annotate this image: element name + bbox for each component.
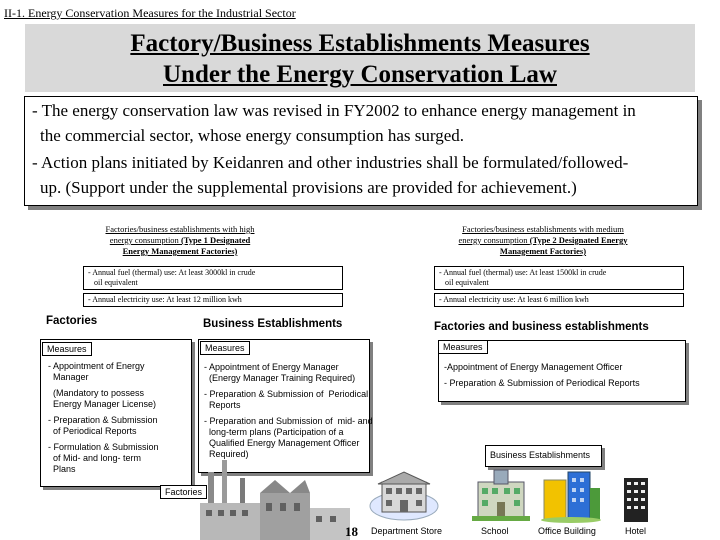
intro-line: - The energy conservation law was revised in FY2002 to enhance energy management in xyxy=(32,101,636,120)
factories-heading: Factories xyxy=(46,315,98,327)
hotel-caption: Hotel xyxy=(625,526,647,536)
section-label: II-1. Energy Conservation Measures for the Industrial Sector xyxy=(4,6,296,20)
measure-item: (Energy Manager Training Required) xyxy=(204,373,356,383)
factories-image-label: Factories xyxy=(160,485,207,499)
page-title-line1: Factory/Business Establishments Measures xyxy=(130,30,590,57)
measure-item: - Appointment of Energy Manager xyxy=(204,362,339,372)
intro-line: - Action plans initiated by Keidanren and other industries shall be formulated/followed- xyxy=(32,153,629,172)
business-heading: Business Establishments xyxy=(203,318,343,330)
type1-heading: Factories/business establishments with high energy consumption (Type 1 Designated Energy Management Factories) xyxy=(105,224,255,256)
type2-heading: Factories/business establishments with medium energy consumption (Type 2 Designated Energy Management Factories) xyxy=(458,224,628,256)
page-number: 18 xyxy=(345,524,358,539)
measure-item: Energy Manager License) xyxy=(48,399,157,409)
department-store-icon xyxy=(368,470,440,522)
both-measures-label: Measures xyxy=(438,340,488,354)
both-measures-list xyxy=(444,362,682,389)
both-heading: Factories and business establishments xyxy=(434,321,649,333)
measure-item: Manager xyxy=(48,372,89,382)
measure-item: Reports xyxy=(204,400,241,410)
hotel-icon xyxy=(620,476,652,524)
type2-electricity-criterion: - Annual electricity use: At least 6 million kwh xyxy=(434,293,684,307)
factory-illustration xyxy=(200,458,350,540)
office-building-caption: Office Building xyxy=(538,526,596,536)
school-icon xyxy=(472,468,530,524)
measure-item: - Preparation & Submission of Periodical Reports xyxy=(444,378,640,388)
type2-fuel-criterion: - Annual fuel (thermal) use: At least 1500kl in crude oil equivalent xyxy=(434,266,684,290)
intro-line: the commercial sector, whose energy consumption has surged. xyxy=(40,126,465,145)
measure-item: Qualified Energy Management Officer xyxy=(204,438,360,448)
measure-item: of Periodical Reports xyxy=(48,426,137,436)
measure-item: -Appointment of Energy Management Officer xyxy=(444,362,623,372)
factories-measures-label: Measures xyxy=(42,342,92,356)
measure-item: Plans xyxy=(48,464,76,474)
page-title-line2: Under the Energy Conservation Law xyxy=(163,61,557,88)
type1-fuel-criterion: - Annual fuel (thermal) use: At least 3000kl in crude oil equivalent xyxy=(83,266,343,290)
measure-item: Required) xyxy=(204,449,249,459)
department-store-caption: Department Store xyxy=(371,526,443,536)
measure-item: long-term plans (Participation of a xyxy=(204,427,344,437)
office-building-icon xyxy=(540,470,602,524)
measure-item: - Appointment of Energy xyxy=(48,361,145,371)
intro-line: up. (Support under the supplemental provisions are provided for achievement.) xyxy=(40,178,577,197)
measure-item: of Mid- and long- term xyxy=(48,453,142,463)
measure-item: - Formulation & Submission xyxy=(48,442,159,452)
business-measures-label: Measures xyxy=(200,341,250,355)
factories-measures-list xyxy=(48,361,188,475)
measure-item: - Preparation & Submission xyxy=(48,415,158,425)
school-caption: School xyxy=(481,526,509,536)
type1-electricity-criterion: - Annual electricity use: At least 12 million kwh xyxy=(83,293,343,307)
measure-item: - Preparation & Submission of Periodical xyxy=(204,389,369,399)
business-measures-list xyxy=(204,362,373,460)
measure-item: (Mandatory to possess xyxy=(48,388,145,398)
business-establishments-label: Business Establishments xyxy=(490,450,591,460)
measure-item: - Preparation and Submission of mid- and xyxy=(204,416,373,426)
